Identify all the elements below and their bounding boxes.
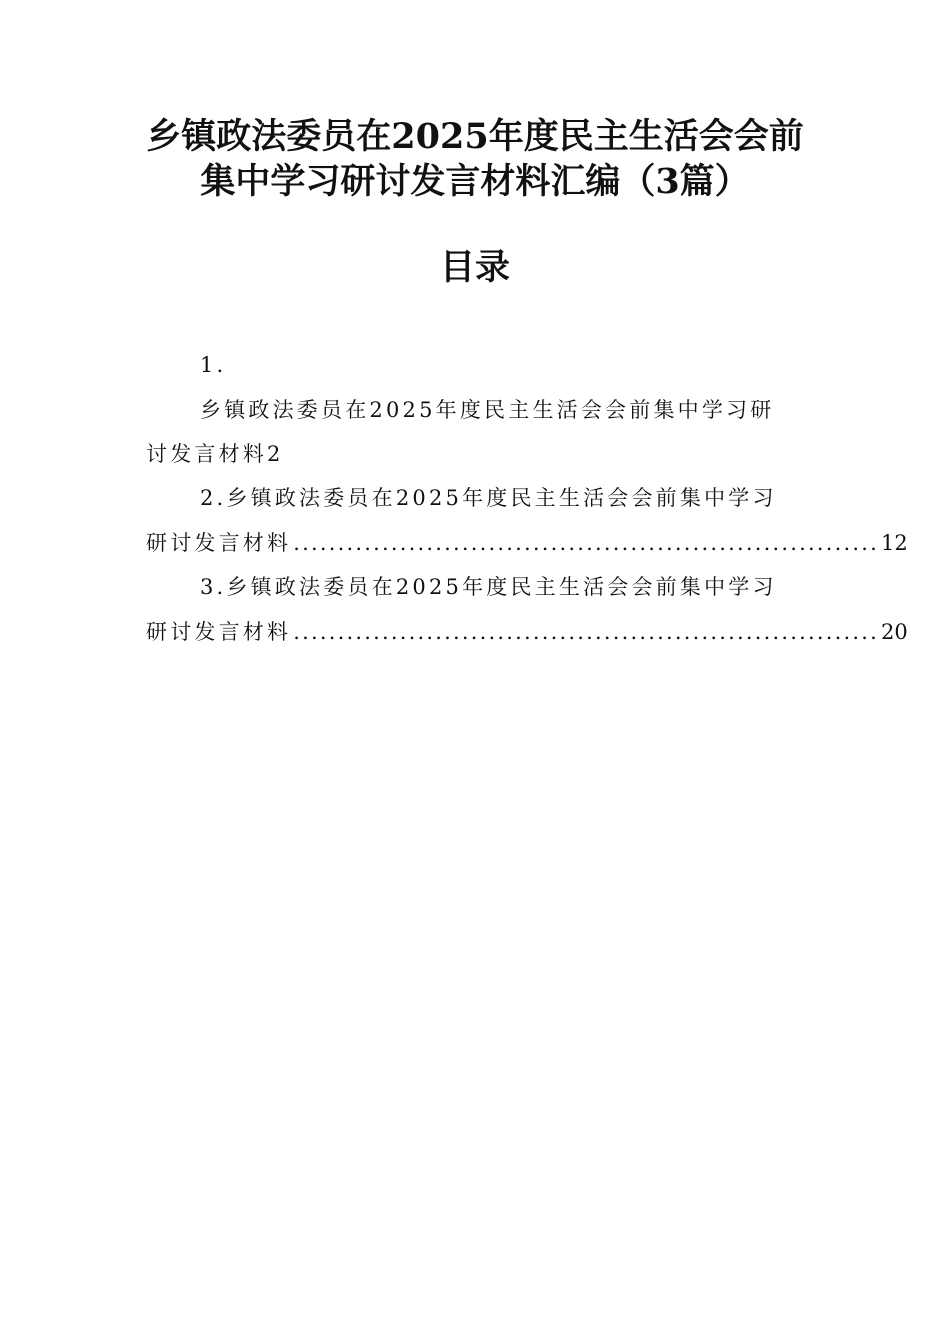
toc-entry-1-title-end: 讨发言材料: [146, 442, 267, 466]
toc-entry-2-title-end: 研讨发言材料: [146, 531, 292, 555]
toc-entry-3-page: 20: [880, 620, 908, 644]
toc-entry-2-text-line-2[interactable]: [146, 528, 908, 558]
toc-heading: 目录: [439, 247, 510, 288]
document-title-line-2: 集中学习研讨发言材料汇编（3篇）: [200, 161, 750, 202]
toc-entry-3-text-line-2[interactable]: [146, 617, 908, 647]
toc-entry-1-number[interactable]: 1.: [200, 353, 227, 377]
toc-entry-2-text-line-1[interactable]: 2.乡镇政法委员在2025年度民主生活会会前集中学习: [200, 486, 777, 510]
toc-entry-3-leader: ..................................................................: [293, 620, 879, 644]
document-title-line-1: 乡镇政法委员在2025年度民主生活会会前: [146, 116, 804, 157]
toc-entry-3-title-end: 研讨发言材料: [146, 620, 292, 644]
toc-entry-1-page: 2: [267, 442, 284, 466]
toc-entry-3-text-line-1[interactable]: 3.乡镇政法委员在2025年度民主生活会会前集中学习: [200, 575, 777, 599]
toc-entry-1-text-line-1[interactable]: 乡镇政法委员在2025年度民主生活会会前集中学习研: [200, 398, 775, 422]
toc-entry-2-page: 12: [880, 531, 908, 555]
toc-entry-1-text-line-2[interactable]: [146, 439, 284, 469]
toc-entry-2-leader: ..................................................................: [293, 531, 879, 555]
